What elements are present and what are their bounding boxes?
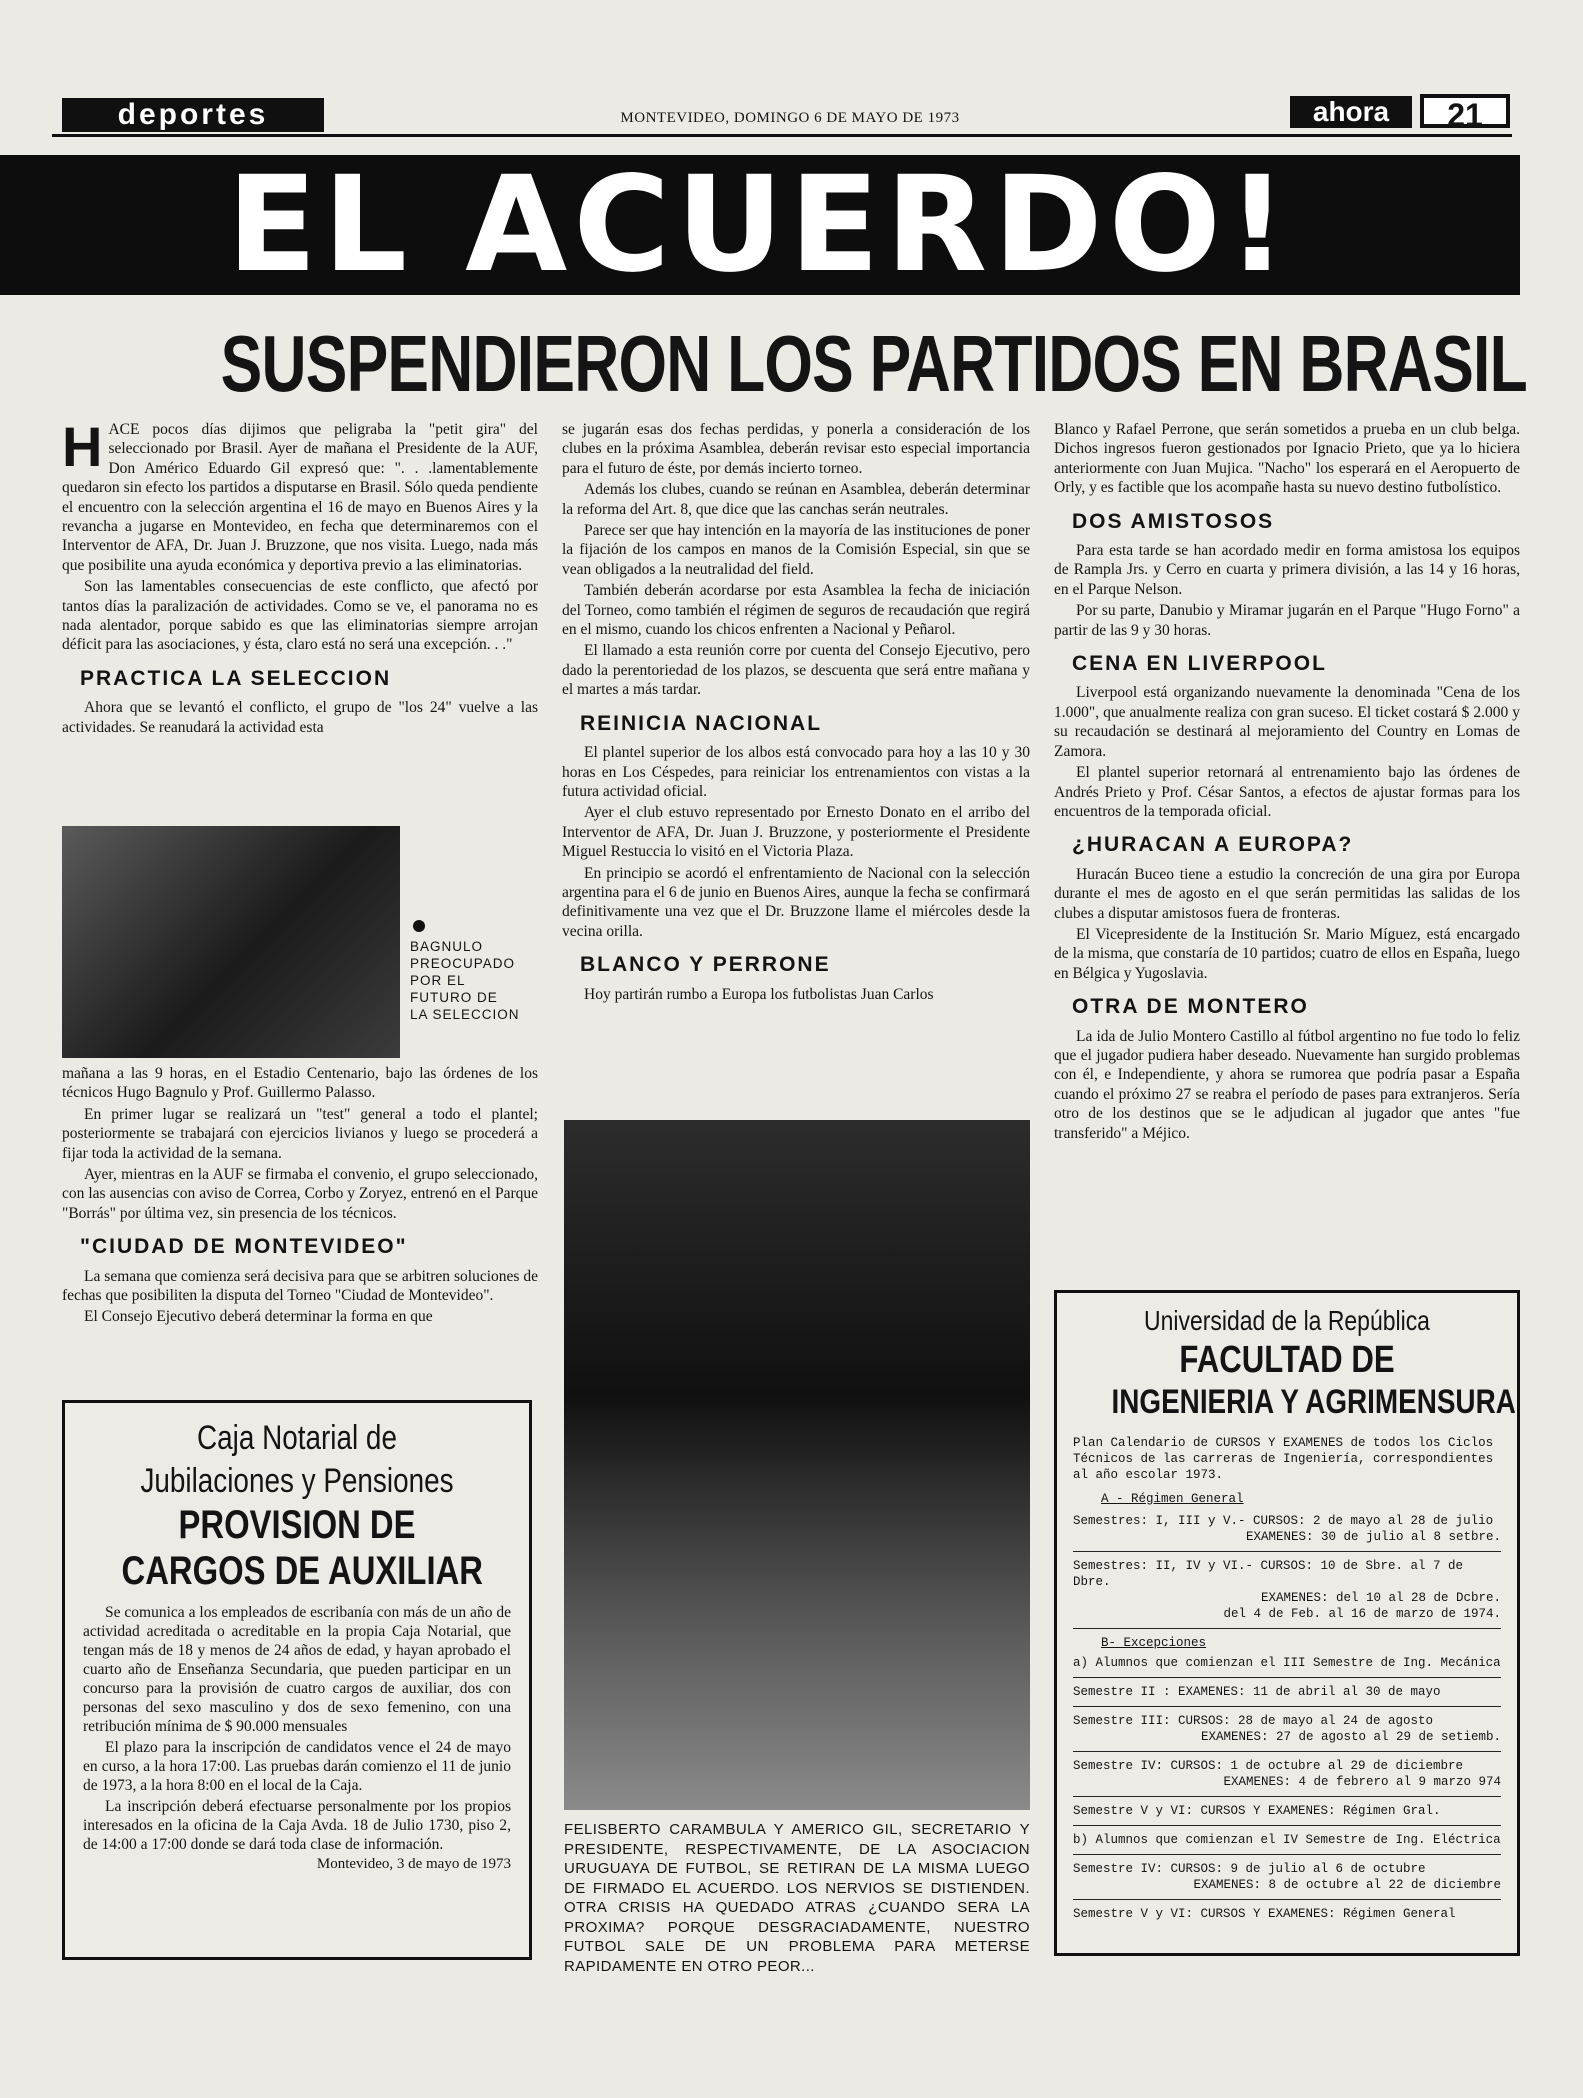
photo-caption-carambula: FELISBERTO CARAMBULA Y AMERICO GIL, SECRETARIO Y PRESIDENTE, RESPECTIVAMENTE, DE LA ASOCIACION URUGUAYA DE FUTBOL, SE RETIRAN DE LA MISMA LUEGO DE FIRMADO EL ACUERDO. LOS NERVIOS SE DISTIENDEN. OTRA CRISIS HA QUEDADO ATRAS ¿CUANDO SERA LA PROXIMA? PORQUE DESGRACIADAMENTE, NUESTRO FUTBOL SALE DE UN PROBLEMA PARA METERSE RAPIDAMENTE EN OTRO PEOR... <box>564 1821 1030 1975</box>
subheading-amistosos: DOS AMISTOSOS <box>1072 509 1275 533</box>
schedule-row: EXAMENES: 27 de agosto al 29 de setiemb. <box>1200 1730 1501 1744</box>
ad-heading: FACULTAD DE <box>1179 1339 1395 1381</box>
ad-heading: CARGOS DE AUXILIAR <box>121 1549 483 1593</box>
subheading-montero: OTRA DE MONTERO <box>1072 995 1309 1019</box>
paragraph: El Consejo Ejecutivo deberá determinar la forma en que <box>84 1308 433 1326</box>
banner-headline: EL ACUERDO! <box>0 155 1520 295</box>
paragraph: Hoy partirán rumbo a Europa los futbolistas Juan Carlos <box>584 985 934 1003</box>
paragraph: El llamado a esta reunión corre por cuenta del Consejo Ejecutivo, pero dado la perentoriedad de los plazos, se descuenta que será entre mañana y el martes a más tardar. <box>562 642 1030 699</box>
column-1-bottom <box>62 1064 538 1329</box>
ad-universidad <box>1054 1290 1520 1956</box>
ad-paragraph: La inscripción deberá efectuarse personalmente por los propios interesados en la oficina de la Caja Avda. 18 de Julio 1730, piso 2, de 14:00 a 17:00 donde se dará toda clase de información. <box>83 1798 511 1853</box>
schedule-rule <box>1073 1751 1501 1752</box>
ad-paragraph: Se comunica a los empleados de escribanía con más de un año de actividad acreditada o acreditable en la propia Caja Notarial, que tengan más de 18 y menos de 24 años de edad, y hayan aprobado el cuarto año de Enseñanza Secundaria, que pueden participar en un concurso para la provisión de cuatro cargos de auxiliar, dos con personas del sexo masculino y dos de sexo femenino, con una retribución mínima de $ 90.000 mensuales <box>83 1604 511 1735</box>
paragraph: La ida de Julio Montero Castillo al fútbol argentino no fue todo lo feliz que el jugador pudiera haber deseado. Nuevamente han surgido problemas con él, e Independiente, y ahora se rumorea que podría pasar a España cuando el próximo 27 se reabra el período de pases para extranjeros. Sería otro de los destinos que se le adjudican al jugador que antes "fue transferido" a Méjico. <box>1054 1027 1520 1142</box>
ad-caja-notarial <box>62 1400 532 1960</box>
paragraph: En primer lugar se realizará un "test" general a todo el plantel; posteriormente se trabajará con ejercicios livianos y luego se procederá a fijar toda la actividad de la semana. <box>62 1105 538 1162</box>
schedule-row: Semestre IV: CURSOS: 9 de julio al 6 de octubre <box>1073 1862 1426 1876</box>
schedule-row: EXAMENES: del 10 al 28 de Dcbre. <box>1260 1591 1501 1605</box>
section-label: deportes <box>62 98 324 132</box>
schedule-row: Semestres: I, III y V.- CURSOS: 2 de mayo al 28 de julio <box>1073 1514 1494 1528</box>
schedule-rule <box>1073 1899 1501 1900</box>
ad-heading: INGENIERIA Y AGRIMENSURA <box>1111 1383 1516 1421</box>
column-1-top <box>62 415 538 739</box>
schedule-row: Semestre V y VI: CURSOS Y EXAMENES: Régimen General <box>1073 1907 1456 1921</box>
schedule-row: b) Alumnos que comienzan el IV Semestre de Ing. Eléctrica <box>1073 1833 1501 1847</box>
schedule-row: Semestre III: CURSOS: 28 de mayo al 24 de agosto <box>1073 1714 1434 1728</box>
column-3 <box>1054 420 1520 1145</box>
paragraph: Por su parte, Danubio y Miramar jugarán en el Parque "Hugo Forno" a partir de las 9 y 30 horas. <box>1054 602 1520 639</box>
schedule-section: A - Régimen General <box>1101 1492 1244 1506</box>
ad-heading: PROVISION DE <box>178 1503 416 1547</box>
schedule-rule <box>1073 1796 1501 1797</box>
paragraph: Además los clubes, cuando se reúnan en Asamblea, deberán determinar la reforma del Art. 8, que dice que las canchas serán neutrales. <box>562 481 1030 518</box>
ad-intro: Plan Calendario de CURSOS Y EXAMENES de todos los Ciclos Técnicos de las carreras de Ingeniería, correspondientes al año escolar 1973. <box>1073 1436 1494 1482</box>
ad-title-line: Jubilaciones y Pensiones <box>140 1462 454 1500</box>
schedule-rule <box>1073 1825 1501 1826</box>
schedule-row: EXAMENES: 8 de octubre al 22 de diciembre <box>1193 1878 1501 1892</box>
paragraph: Ayer el club estuvo representado por Ernesto Donato en el arribo del Interventor de AFA, Dr. Juan J. Bruzzone, y posteriormente el Presidente Miguel Restuccia lo visitó en el Victoria Plaza. <box>562 804 1030 861</box>
paragraph: Blanco y Rafael Perrone, que serán sometidos a prueba en un club belga. Dichos ingresos fueron gestionados por Ignacio Prieto, que ya lo hiciera anteriormente con Juan Mujica. "Nacho" los esperará en el Aeropuerto de Orly, y es factible que los acompañe hasta su nuevo destino futbolístico. <box>1054 421 1520 497</box>
subheading-ciudad: "CIUDAD DE MONTEVIDEO" <box>80 1235 408 1259</box>
schedule-rule <box>1073 1677 1501 1678</box>
schedule-rule <box>1073 1706 1501 1707</box>
main-headline: SUSPENDIERON LOS PARTIDOS EN BRASIL <box>220 319 1527 408</box>
subheading-reinicia: REINICIA NACIONAL <box>580 711 823 735</box>
schedule-row: Semestre V y VI: CURSOS Y EXAMENES: Régimen Gral. <box>1073 1804 1441 1818</box>
subheading-huracan: ¿HURACAN A EUROPA? <box>1072 833 1354 857</box>
subheading-blanco: BLANCO Y PERRONE <box>580 953 831 977</box>
page-number: 21 <box>1420 94 1510 128</box>
paragraph: Ahora que se levantó el conflicto, el grupo de "los 24" vuelve a las actividades. Se reanudará la actividad esta <box>62 699 538 736</box>
ad-title-line: Universidad de la República <box>1144 1305 1430 1336</box>
dateline: MONTEVIDEO, DOMINGO 6 DE MAYO DE 1973 <box>620 110 960 126</box>
schedule-row: EXAMENES: 30 de julio al 8 setbre. <box>1245 1530 1501 1544</box>
paragraph: Parece ser que hay intención en la mayoría de las instituciones de poner la fijación de los campos en manos de la Comisión Especial, sin que se vean obligados a la neutralidad del field. <box>562 522 1030 578</box>
ad-paragraph: El plazo para la inscripción de candidatos vence el 24 de mayo en curso, a la hora 17:00. Las pruebas darán comienzo el 11 de junio de 1973, a la hora 8:00 en el local de la Caja. <box>83 1739 511 1794</box>
subheading-practica: PRACTICA LA SELECCION <box>80 666 392 690</box>
ad-title-line: Caja Notarial de <box>197 1419 397 1457</box>
paragraph: Son las lamentables consecuencias de este conflicto, que afectó por tantos días la paralización de actividades. Como se ve, el panorama no es nada alentador, porque sabido es que las eliminatorias siempre arrojan déficit para las asociaciones, y ésta, claro está no será una excepción. . ." <box>62 578 538 654</box>
paragraph: mañana a las 9 horas, en el Estadio Centenario, bajo las órdenes de los técnicos Hugo Bagnulo y Prof. Guillermo Palasso. <box>62 1065 538 1102</box>
paragraph: También deberán acordarse por esta Asamblea la fecha de iniciación del Torneo, como también el régimen de seguros de recaudación que regirá en el mismo, cuando los chicos enfrenten a Nacional y Peñarol. <box>562 582 1030 639</box>
paragraph: Huracán Buceo tiene a estudio la concreción de una gira por Europa durante el mes de agosto en el que serán permitidas las salidas de los clubes a disputar amistosos fuera de fronteras. <box>1054 865 1520 922</box>
lead-paragraph: ACE pocos días dijimos que peligraba la "petit gira" del seleccionado por Brasil. Ayer de mañana el Presidente de la AUF, Don Américo Eduardo Gil expresó que: ". . .lamentablemente quedaron sin efecto los partidos a disputarse en Brasil. Sólo queda pendiente el encuentro con la selección argentina el 16 de mayo en Buenos Aires y la revancha a jugarse en Montevideo, en fecha que determinaremos con el Interventor de AFA, Dr. Juan J. Bruzzone, que nos visita. Luego, nada más que posibilite una ayuda económica y deportiva previo a las eliminatorias. <box>62 421 538 574</box>
schedule-rule <box>1073 1854 1501 1855</box>
photo-caption-bagnulo: BAGNULO PREOCUPADO POR EL FUTURO DE LA SELECCION <box>410 939 520 1022</box>
newspaper-logo: ahora <box>1290 96 1412 128</box>
schedule-rule <box>1073 1551 1501 1552</box>
drop-cap: H <box>62 415 103 478</box>
schedule-row: EXAMENES: 4 de febrero al 9 marzo 974 <box>1223 1775 1501 1789</box>
schedule-row: del 4 de Feb. al 16 de marzo de 1974. <box>1223 1607 1501 1621</box>
masthead-rule <box>52 134 1512 137</box>
schedule-row: a) Alumnos que comienzan el III Semestre de Ing. Mecánica <box>1073 1656 1501 1670</box>
column-2 <box>562 420 1030 1006</box>
paragraph: Liverpool está organizando nuevamente la denominada "Cena de los 1.000", que anualmente realiza con gran suceso. El ticket costará $ 2.000 y su recaudación se destinará al mejoramiento del Country en Lomas de Zamora. <box>1054 684 1520 760</box>
photo-bagnulo <box>62 826 400 1058</box>
schedule-rule <box>1073 1628 1501 1629</box>
schedule-row: Semestre II : EXAMENES: 11 de abril al 30 de mayo <box>1073 1685 1441 1699</box>
schedule-section: B- Excepciones <box>1101 1636 1207 1650</box>
paragraph: El Vicepresidente de la Institución Sr. Mario Míguez, está encargado de la misma, que constaría de 10 partidos; cuatro de ellos en España, luego en Bélgica y Yugoslavia. <box>1054 925 1520 982</box>
paragraph: El plantel superior retornará al entrenamiento bajo las órdenes de Andrés Prieto y Prof. César Santos, a efectos de ajustar formas para los encuentros de la temporada oficial. <box>1054 764 1520 820</box>
schedule-row: Semestres: II, IV y VI.- CURSOS: 10 de Sbre. al 7 de Dbre. <box>1073 1559 1464 1589</box>
paragraph: se jugarán esas dos fechas perdidas, y ponerla a consideración de los clubes en la próxima Asamblea, deberán revisar esto especial importancia para el futuro de éste, por demás incierto torneo. <box>562 421 1030 477</box>
paragraph: En principio se acordó el enfrentamiento de Nacional con la selección argentina para el 6 de junio en Buenos Aires, aunque la fecha se confirmará definitivamente una vez que el Dr. Bruzzone llame el miércoles desde la vecina orilla. <box>562 864 1030 940</box>
paragraph: Ayer, mientras en la AUF se firmaba el convenio, el grupo seleccionado, con las ausencias con aviso de Correa, Corbo y Zoryez, entrenó en el Parque "Borrás" por última vez, sin presencia de los técnicos. <box>62 1166 538 1222</box>
paragraph: El plantel superior de los albos está convocado para hoy a las 10 y 30 horas en Los Céspedes, para reiniciar los entrenamientos con vistas a la futura actividad oficial. <box>562 744 1030 800</box>
subheading-liverpool: CENA EN LIVERPOOL <box>1072 652 1327 676</box>
paragraph: La semana que comienza será decisiva para que se arbitren soluciones de fechas que posibiliten la disputa del Torneo "Ciudad de Montevideo". <box>62 1267 538 1305</box>
ad-signature: Montevideo, 3 de mayo de 1973 <box>316 1856 511 1872</box>
photo-carambula-gil <box>564 1120 1030 1810</box>
schedule-row: Semestre IV: CURSOS: 1 de octubre al 29 de diciembre <box>1073 1759 1464 1773</box>
caption-bullet <box>413 920 425 932</box>
paragraph: Para esta tarde se han acordado medir en forma amistosa los equipos de Rampla Jrs. y Cerro en cuarta y primera división, a las 14 y 16 horas, en el Parque Nelson. <box>1054 542 1520 598</box>
